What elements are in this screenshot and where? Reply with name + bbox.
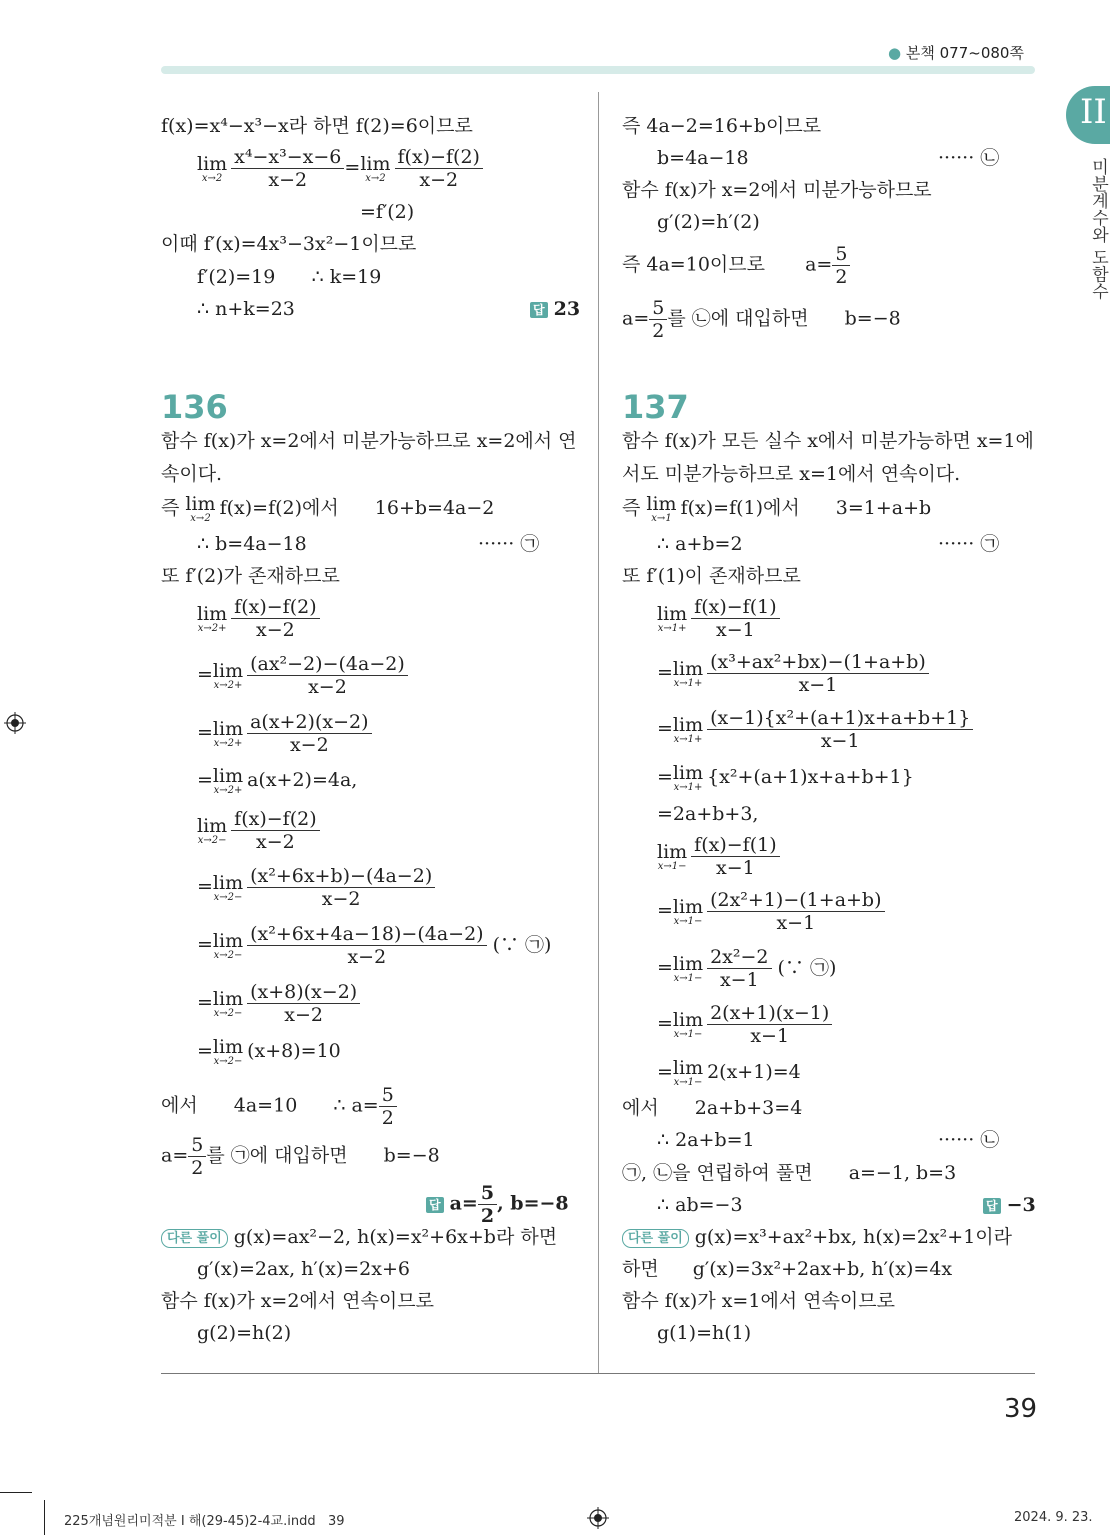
numerator: f(x)−f(1) xyxy=(691,596,779,619)
registration-mark-icon xyxy=(4,712,26,734)
math-line xyxy=(657,596,780,641)
chapter-title: 미분계수와 도함수 xyxy=(1088,158,1108,300)
math-line xyxy=(197,865,435,910)
text: g(x)=ax²−2, h(x)=x²+6x+b라 하면 xyxy=(233,1226,558,1248)
text-line: 서도 미분가능하므로 x=1에서 연속이다. xyxy=(622,463,961,485)
fraction xyxy=(247,711,371,756)
fraction xyxy=(691,834,779,879)
limit-word: lim xyxy=(212,929,244,952)
denominator: x−2 xyxy=(268,169,308,191)
text-line xyxy=(622,1161,956,1185)
limit-operator xyxy=(213,989,243,1019)
numerator: f(x)−f(2) xyxy=(231,596,319,619)
math-line: ∴ n+k=23 xyxy=(197,298,295,320)
problem-number: 137 xyxy=(622,388,689,426)
answer-value: , b=−8 xyxy=(497,1192,569,1215)
limit-operator xyxy=(673,954,703,984)
math-line: b=4a−18 xyxy=(657,147,749,169)
limit-word: lim xyxy=(672,762,704,784)
text-line xyxy=(161,1134,440,1179)
numerator: (ax²−2)−(4a−2) xyxy=(247,653,408,676)
text-line xyxy=(161,1084,397,1129)
fraction xyxy=(379,1084,397,1129)
alt-solution-badge: 다른 풀이 xyxy=(161,1229,228,1248)
text-line: 또 f′(1)이 존재하므로 xyxy=(622,565,801,587)
numerator: 5 xyxy=(478,1182,497,1205)
numerator: (2x²+1)−(1+a+b) xyxy=(707,889,884,912)
note: (∵ ㉠) xyxy=(492,933,552,956)
answer-value: −3 xyxy=(1006,1194,1036,1216)
equals: = xyxy=(657,1061,673,1083)
fraction xyxy=(832,243,850,288)
limit-word: lim xyxy=(185,493,216,515)
limit-operator xyxy=(197,816,227,846)
equals: = xyxy=(197,991,213,1014)
denominator: x−1 xyxy=(776,912,816,934)
limit-word: lim xyxy=(672,713,704,736)
limit-operator xyxy=(673,1010,703,1040)
math-line: ∴ b=4a−18 xyxy=(197,533,307,555)
text: a= xyxy=(161,1144,189,1167)
text: 하면 xyxy=(622,1258,659,1280)
limit-operator xyxy=(185,494,215,524)
numerator: f(x)−f(1) xyxy=(691,834,779,857)
numerator: (x−1){x²+(a+1)x+a+b+1} xyxy=(707,707,973,730)
text: a= xyxy=(805,253,833,276)
denominator: x−2 xyxy=(256,619,295,641)
limit-operator xyxy=(673,897,703,927)
text-line: 함수 f(x)가 x=2에서 미분가능하므로 xyxy=(622,179,932,201)
numerator: f(x)−f(2) xyxy=(395,146,483,169)
header-page-range: 077~080쪽 xyxy=(939,44,1024,62)
denominator: x−2 xyxy=(419,169,459,191)
limit-word: lim xyxy=(672,952,704,975)
math-line xyxy=(197,923,551,968)
limit-operator xyxy=(213,766,243,796)
limit-sub: x→1− xyxy=(673,972,703,984)
equals: = xyxy=(657,1012,673,1035)
equals: = xyxy=(197,721,213,744)
numerator: 2x²−2 xyxy=(707,946,771,969)
denominator: x−1 xyxy=(719,969,759,991)
equation-tag: ······ ㉡ xyxy=(938,147,1000,169)
limit-sub: x→1− xyxy=(673,915,703,927)
text: f(x)=f(1)에서 xyxy=(680,497,800,519)
denominator: x−2 xyxy=(347,946,387,968)
denominator: x−1 xyxy=(716,857,755,879)
equals: = xyxy=(657,661,673,684)
text-line: 속이다. xyxy=(161,463,223,485)
numerator: x⁴−x³−x−6 xyxy=(231,146,344,169)
equals: = xyxy=(657,956,673,979)
math-line xyxy=(161,494,494,524)
text: (x+8)=10 xyxy=(247,1040,341,1062)
math-line xyxy=(197,981,360,1026)
text: 16+b=4a−2 xyxy=(374,497,495,519)
text: 4a=10 xyxy=(233,1094,298,1117)
numerator: 5 xyxy=(379,1084,397,1107)
math-line xyxy=(622,494,931,524)
text-line: 함수 f(x)가 모든 실수 x에서 미분가능하면 x=1에 xyxy=(622,430,1034,452)
limit-word: lim xyxy=(212,987,244,1010)
denominator: x−1 xyxy=(798,674,838,696)
fraction xyxy=(707,1002,832,1047)
limit-operator xyxy=(657,842,687,872)
denominator: x−2 xyxy=(321,888,361,910)
math-line: f′(2)=19 ∴ k=19 xyxy=(197,266,382,288)
fraction xyxy=(707,889,884,934)
fraction xyxy=(247,653,408,698)
denominator: x−2 xyxy=(256,831,295,853)
equals: = xyxy=(197,933,213,956)
math-line xyxy=(657,1002,832,1047)
limit-operator xyxy=(197,604,227,634)
limit-sub: x→1− xyxy=(673,1077,703,1088)
fraction xyxy=(247,865,435,910)
math-line xyxy=(197,653,408,698)
limit-word: lim xyxy=(212,717,244,740)
text-line: 함수 f(x)가 x=2에서 연속이므로 xyxy=(161,1290,434,1312)
text-line: 함수 f(x)가 x=2에서 미분가능하므로 x=2에서 연 xyxy=(161,430,577,452)
text: b=−8 xyxy=(844,307,901,330)
answer-badge: 답 xyxy=(530,302,548,318)
column-divider xyxy=(598,92,599,1374)
text-line: f(x)=x⁴−x³−x라 하면 f(2)=6이므로 xyxy=(161,115,473,137)
text: 를 ㉠에 대입하면 xyxy=(206,1144,348,1167)
limit-sub: x→2 xyxy=(201,172,223,184)
limit-operator xyxy=(646,494,676,524)
text: 에서 xyxy=(622,1097,659,1119)
answer-box xyxy=(426,1182,569,1227)
text-line: 즉 4a−2=16+b이므로 xyxy=(622,115,822,137)
math-line xyxy=(197,596,320,641)
answer-value: a= xyxy=(449,1192,478,1215)
text: 3=1+a+b xyxy=(835,497,932,519)
header-pages xyxy=(888,42,1024,63)
limit-operator xyxy=(213,931,243,961)
math-line: =f′(2) xyxy=(360,201,415,223)
text: a=−1, b=3 xyxy=(848,1162,957,1184)
math-line: ∴ 2a+b=1 xyxy=(657,1129,755,1151)
math-line xyxy=(657,834,780,879)
fraction xyxy=(231,596,319,641)
limit-operator xyxy=(673,763,703,793)
limit-sub: x→2 xyxy=(365,172,386,184)
limit-operator xyxy=(197,154,227,184)
numerator: 2(x+1)(x−1) xyxy=(707,1002,832,1025)
equation-tag: ······ ㉠ xyxy=(938,533,1000,555)
equals: = xyxy=(657,766,673,788)
limit-sub: x→1+ xyxy=(657,622,687,634)
denominator: x−2 xyxy=(289,734,329,756)
fraction xyxy=(478,1182,497,1227)
bullet-icon: ● xyxy=(888,44,902,62)
text: 즉 xyxy=(161,497,180,519)
text-line xyxy=(622,1257,952,1281)
note: (∵ ㉠) xyxy=(777,956,837,979)
text: f(x)=f(2)에서 xyxy=(219,497,339,519)
text: 2(x+1)=4 xyxy=(707,1061,801,1083)
denominator: x−2 xyxy=(284,1004,324,1026)
limit-operator xyxy=(673,1058,703,1088)
equals: = xyxy=(197,875,213,898)
equals: = xyxy=(657,717,673,740)
denominator: x−1 xyxy=(716,619,755,641)
text-line xyxy=(622,1096,802,1120)
limit-sub: x→2+ xyxy=(213,679,243,691)
limit-word: lim xyxy=(197,152,228,175)
limit-sub: x→2− xyxy=(213,1056,243,1067)
text: b=−8 xyxy=(383,1144,440,1167)
fraction xyxy=(247,923,486,968)
numerator: 5 xyxy=(188,1134,206,1157)
limit-word: lim xyxy=(212,1036,244,1058)
crop-mark xyxy=(44,1500,45,1535)
limit-sub: x→2− xyxy=(213,949,243,961)
limit-operator xyxy=(657,604,687,634)
denominator: x−1 xyxy=(750,1025,790,1047)
text: g(x)=x³+ax²+bx, h(x)=2x²+1이라 xyxy=(694,1226,1013,1248)
math-line: g′(2)=h′(2) xyxy=(657,211,760,233)
text: 즉 xyxy=(622,497,641,519)
denominator: 2 xyxy=(191,1157,204,1179)
equals: = xyxy=(657,899,673,922)
text: 에서 xyxy=(161,1094,198,1117)
math-line xyxy=(197,146,483,191)
limit-word: lim xyxy=(672,1008,704,1031)
math-line xyxy=(657,651,929,696)
math-line: ∴ a+b=2 xyxy=(657,533,743,555)
math-line xyxy=(657,889,885,934)
fraction xyxy=(707,946,771,991)
limit-word: lim xyxy=(360,152,391,175)
bottom-rule xyxy=(161,1373,1035,1374)
math-line xyxy=(197,711,372,756)
limit-sub: x→1− xyxy=(673,1028,703,1040)
equation-tag: ······ ㉡ xyxy=(938,1129,1000,1151)
limit-sub: x→2 xyxy=(190,513,211,524)
fraction xyxy=(707,651,929,696)
page-number: 39 xyxy=(1004,1394,1038,1424)
limit-operator xyxy=(213,661,243,691)
limit-operator xyxy=(213,719,243,749)
fraction xyxy=(691,596,779,641)
numerator: a(x+2)(x−2) xyxy=(247,711,371,734)
text: g′(x)=3x²+2ax+b, h′(x)=4x xyxy=(692,1258,953,1280)
answer-badge: 답 xyxy=(983,1198,1001,1214)
limit-word: lim xyxy=(197,814,228,837)
fraction xyxy=(649,297,667,342)
limit-sub: x→1+ xyxy=(673,782,703,793)
limit-word: lim xyxy=(672,895,704,918)
answer-badge: 답 xyxy=(426,1197,444,1213)
limit-word: lim xyxy=(197,602,228,625)
text: ㉠, ㉡을 연립하여 풀면 xyxy=(622,1162,813,1184)
limit-word: lim xyxy=(212,659,244,682)
answer-box xyxy=(530,297,580,321)
numerator: (x²+6x+b)−(4a−2) xyxy=(247,865,435,888)
equals: = xyxy=(344,156,361,179)
chapter-numeral: II xyxy=(1080,92,1107,132)
limit-word: lim xyxy=(212,765,244,787)
denominator: 2 xyxy=(480,1205,495,1227)
footer-date: 2024. 9. 23. xyxy=(1014,1510,1093,1525)
limit-operator xyxy=(213,1037,243,1067)
fraction xyxy=(231,146,344,191)
limit-sub: x→1− xyxy=(657,860,687,872)
limit-word: lim xyxy=(657,840,688,863)
limit-operator xyxy=(213,873,243,903)
equals: = xyxy=(197,663,213,686)
limit-word: lim xyxy=(672,657,704,680)
denominator: 2 xyxy=(381,1107,394,1129)
math-line xyxy=(197,1037,341,1067)
limit-word: lim xyxy=(646,493,677,515)
limit-sub: x→2+ xyxy=(197,622,227,634)
limit-operator xyxy=(673,659,703,689)
text: a(x+2)=4a, xyxy=(247,769,358,791)
fraction xyxy=(188,1134,206,1179)
limit-sub: x→1 xyxy=(651,513,672,524)
text-line: 또 f′(2)가 존재하므로 xyxy=(161,565,340,587)
limit-sub: x→2− xyxy=(213,1007,243,1019)
math-line: =2a+b+3, xyxy=(657,803,759,825)
denominator: x−1 xyxy=(820,730,860,752)
equals: = xyxy=(197,769,213,791)
math-line xyxy=(657,1058,801,1088)
fraction xyxy=(231,808,319,853)
text-line xyxy=(622,243,850,288)
math-line: g(2)=h(2) xyxy=(197,1322,292,1344)
math-line: ∴ ab=−3 xyxy=(657,1194,743,1216)
text-line xyxy=(622,297,901,342)
registration-mark-icon xyxy=(587,1507,609,1529)
math-line xyxy=(197,808,320,853)
footer-file: 225개념원리미적분 I 해(29-45)2-4교.indd 39 xyxy=(64,1514,345,1529)
alt-solution-badge: 다른 풀이 xyxy=(622,1229,689,1248)
answer-value: 23 xyxy=(553,298,581,320)
numerator: (x²+6x+4a−18)−(4a−2) xyxy=(247,923,486,946)
text-line xyxy=(622,1225,1012,1249)
text: 즉 4a=10이므로 xyxy=(622,253,765,276)
numerator: 5 xyxy=(649,297,667,320)
text-line: 함수 f(x)가 x=1에서 연속이므로 xyxy=(622,1290,895,1312)
numerator: f(x)−f(2) xyxy=(231,808,319,831)
math-line xyxy=(657,707,973,752)
denominator: x−2 xyxy=(308,676,347,698)
denominator: 2 xyxy=(835,266,848,288)
limit-sub: x→2− xyxy=(213,891,243,903)
crop-mark xyxy=(0,1492,32,1493)
math-line xyxy=(657,763,914,793)
limit-word: lim xyxy=(212,871,244,894)
text: 2a+b+3=4 xyxy=(694,1097,803,1119)
equals: = xyxy=(197,1040,213,1062)
fraction xyxy=(707,707,973,752)
equation-tag: ······ ㉠ xyxy=(478,533,540,555)
math-line xyxy=(657,946,836,991)
limit-word: lim xyxy=(672,1057,704,1079)
fraction xyxy=(247,981,360,1026)
header-book: 본책 xyxy=(905,44,935,62)
fraction xyxy=(395,146,483,191)
text: ∴ a= xyxy=(333,1094,379,1117)
numerator: 5 xyxy=(832,243,850,266)
numerator: (x+8)(x−2) xyxy=(247,981,360,1004)
limit-sub: x→2+ xyxy=(213,785,243,796)
limit-sub: x→2+ xyxy=(213,737,243,749)
math-line xyxy=(197,766,357,796)
problem-number: 136 xyxy=(161,388,228,426)
text: 를 ㉡에 대입하면 xyxy=(667,307,809,330)
math-line: g′(x)=2ax, h′(x)=2x+6 xyxy=(197,1258,410,1280)
limit-word: lim xyxy=(657,602,688,625)
limit-sub: x→1+ xyxy=(673,733,703,745)
answer-box xyxy=(983,1193,1036,1217)
limit-sub: x→2− xyxy=(197,834,227,846)
header-bar xyxy=(161,66,1035,74)
text: {x²+(a+1)x+a+b+1} xyxy=(707,766,914,788)
text-line xyxy=(161,1225,557,1249)
numerator: (x³+ax²+bx)−(1+a+b) xyxy=(707,651,929,674)
math-line: g(1)=h(1) xyxy=(657,1322,752,1344)
limit-sub: x→1+ xyxy=(673,677,703,689)
limit-operator xyxy=(673,715,703,745)
limit-operator xyxy=(360,154,390,184)
text-line: 이때 f′(x)=4x³−3x²−1이므로 xyxy=(161,233,417,255)
denominator: 2 xyxy=(652,320,665,342)
text: a= xyxy=(622,307,650,330)
